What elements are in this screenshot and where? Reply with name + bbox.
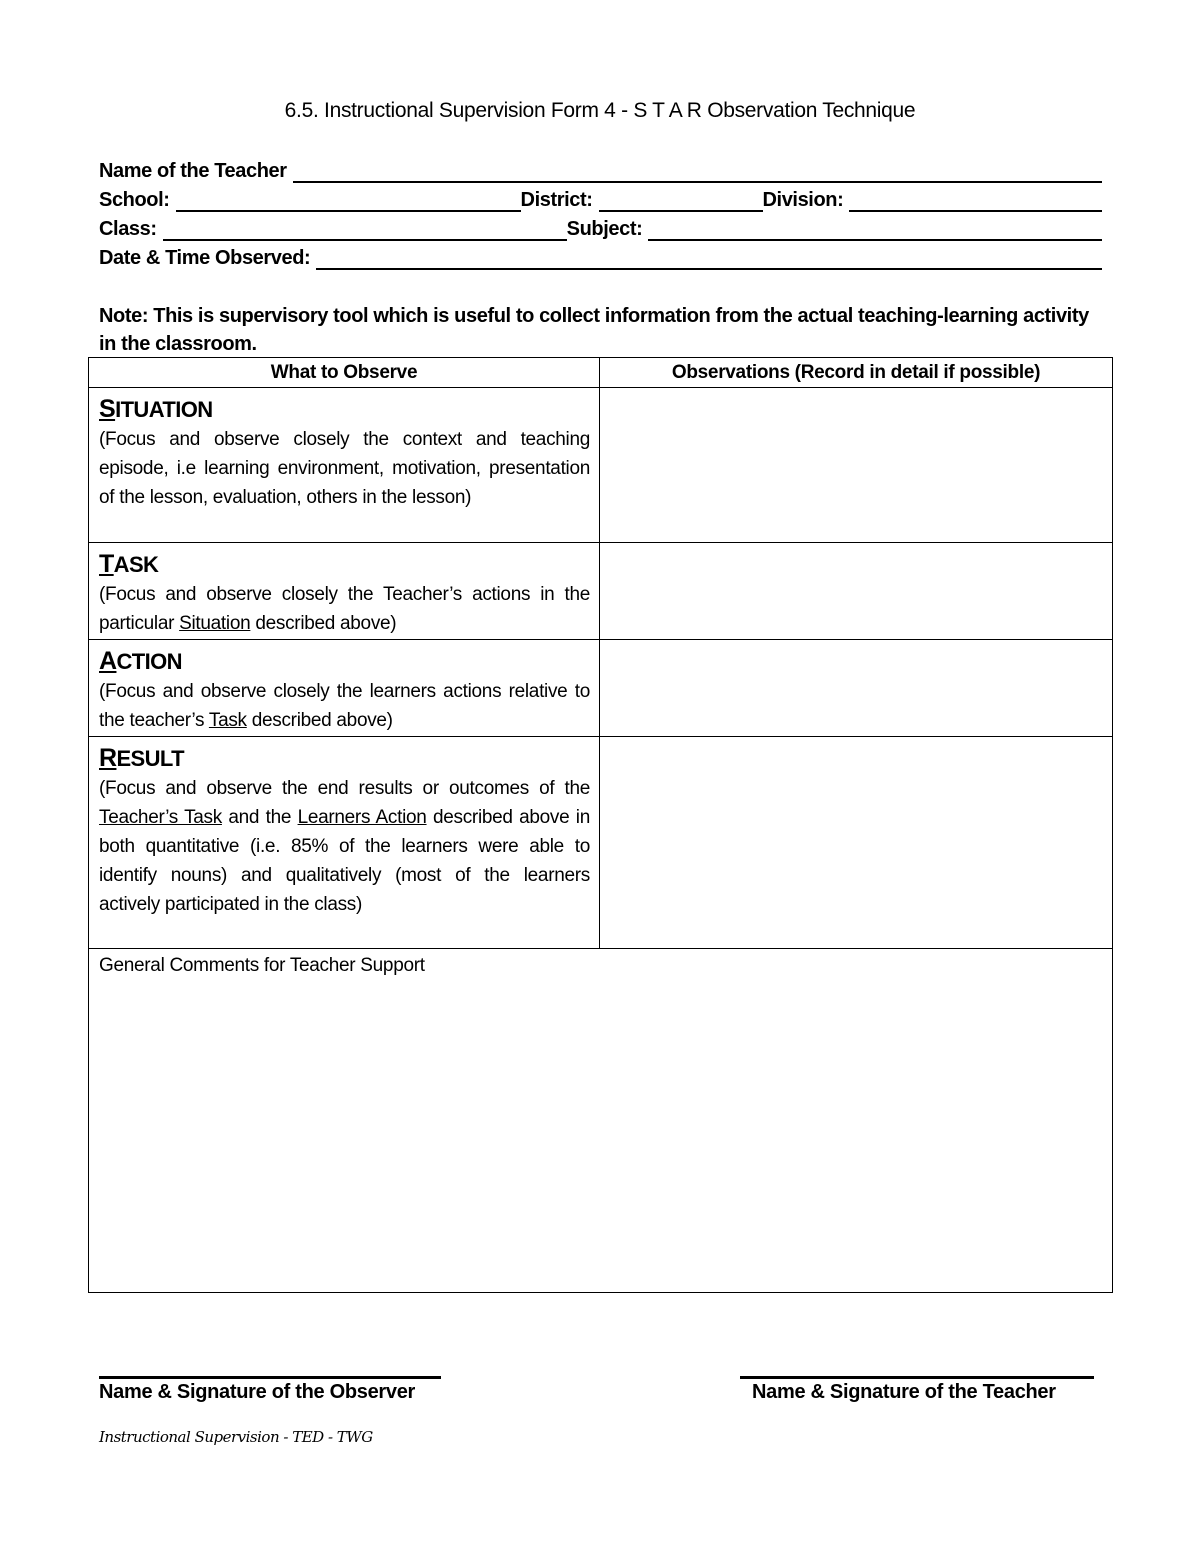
situation-heading [99,394,590,425]
note-text: Note: This is supervisory tool which is useful to collect information from the actual teaching-learning activity in the classroom. [99,305,1089,355]
result-row [89,737,1113,949]
action-cell [89,640,600,737]
result-desc-learners-action-ref: Learners Action [297,807,427,828]
school-label: School: [99,189,170,211]
result-heading-rest: ESULT [116,746,184,771]
result-desc-part-b: described above in both quantitative (i.e. 85% of the learners were able to identify nouns) and qualitatively (most of the learners actively participated in the class) [99,807,590,915]
general-comments-label: General Comments for Teacher Support [99,955,425,976]
task-initial: T [99,550,114,578]
task-desc-situation-ref: Situation [179,613,251,634]
result-cell [89,737,600,949]
what-to-observe-header: What to Observe [89,358,600,388]
class-label: Class: [99,218,157,240]
district-field[interactable] [599,190,763,212]
observer-signature-label: Name & Signature of the Observer [99,1381,416,1403]
form-title: 6.5. Instructional Supervision Form 4 - S T A R Observation Technique [284,99,916,122]
task-heading [99,549,590,580]
result-description [99,774,590,919]
observer-signature-line[interactable] [99,1376,441,1379]
situation-description: (Focus and observe closely the context and teaching episode, i.e learning environment, motivation, presentation of the lesson, evaluation, others in the lesson) [99,429,590,508]
division-label: Division: [762,189,844,211]
task-desc-part-b: described above) [250,613,397,634]
class-row [99,215,1102,241]
task-observation-field[interactable] [600,543,1113,640]
teacher-name-row [99,157,1102,183]
date-time-row [99,244,1102,270]
action-observation-field[interactable] [600,640,1113,737]
action-desc-part-a: (Focus and observe closely the learners actions relative to the teacher’s [99,681,590,731]
result-desc-part-a: (Focus and observe the end results or outcomes of the [99,778,590,799]
date-time-field[interactable] [316,248,1102,270]
school-field[interactable] [176,190,521,212]
teacher-signature-label: Name & Signature of the Teacher [752,1381,1056,1403]
result-desc-teachers-task-ref: Teacher’s Task [99,807,222,828]
star-observation-table [88,357,1113,1293]
action-initial: A [99,647,117,675]
table-header-row [89,358,1113,388]
action-description [99,677,590,735]
class-field[interactable] [163,219,567,241]
situation-observation-field[interactable] [600,388,1113,543]
result-desc-mid: and the [221,807,298,828]
result-heading [99,743,590,774]
teacher-name-field[interactable] [293,161,1102,183]
task-row [89,543,1113,640]
situation-row [89,388,1113,543]
date-time-label: Date & Time Observed: [99,247,311,269]
result-observation-field[interactable] [600,737,1113,949]
district-label: District: [520,189,593,211]
general-comments-row [89,949,1113,1293]
subject-label: Subject: [566,218,643,240]
school-row [99,186,1102,212]
teacher-signature-line[interactable] [740,1376,1094,1379]
general-comments-field[interactable] [89,949,1113,1293]
task-heading-rest: ASK [113,552,159,577]
action-heading-rest: CTION [116,649,182,674]
action-desc-task-ref: Task [208,710,247,731]
observations-header: Observations (Record in detail if possible) [600,358,1113,388]
teacher-name-label: Name of the Teacher [99,160,287,182]
action-row [89,640,1113,737]
situation-heading-rest: ITUATION [115,397,213,422]
footer-text: Instructional Supervision - TED - TWG [99,1428,373,1446]
situation-initial: S [99,395,116,423]
division-field[interactable] [849,190,1102,212]
situation-cell [89,388,600,543]
subject-field[interactable] [648,219,1102,241]
task-desc-part-a: (Focus and observe closely the Teacher’s actions in the particular [99,584,590,634]
action-heading [99,646,590,677]
action-desc-part-b: described above) [246,710,393,731]
task-description [99,580,590,638]
result-initial: R [99,744,117,772]
task-cell [89,543,600,640]
